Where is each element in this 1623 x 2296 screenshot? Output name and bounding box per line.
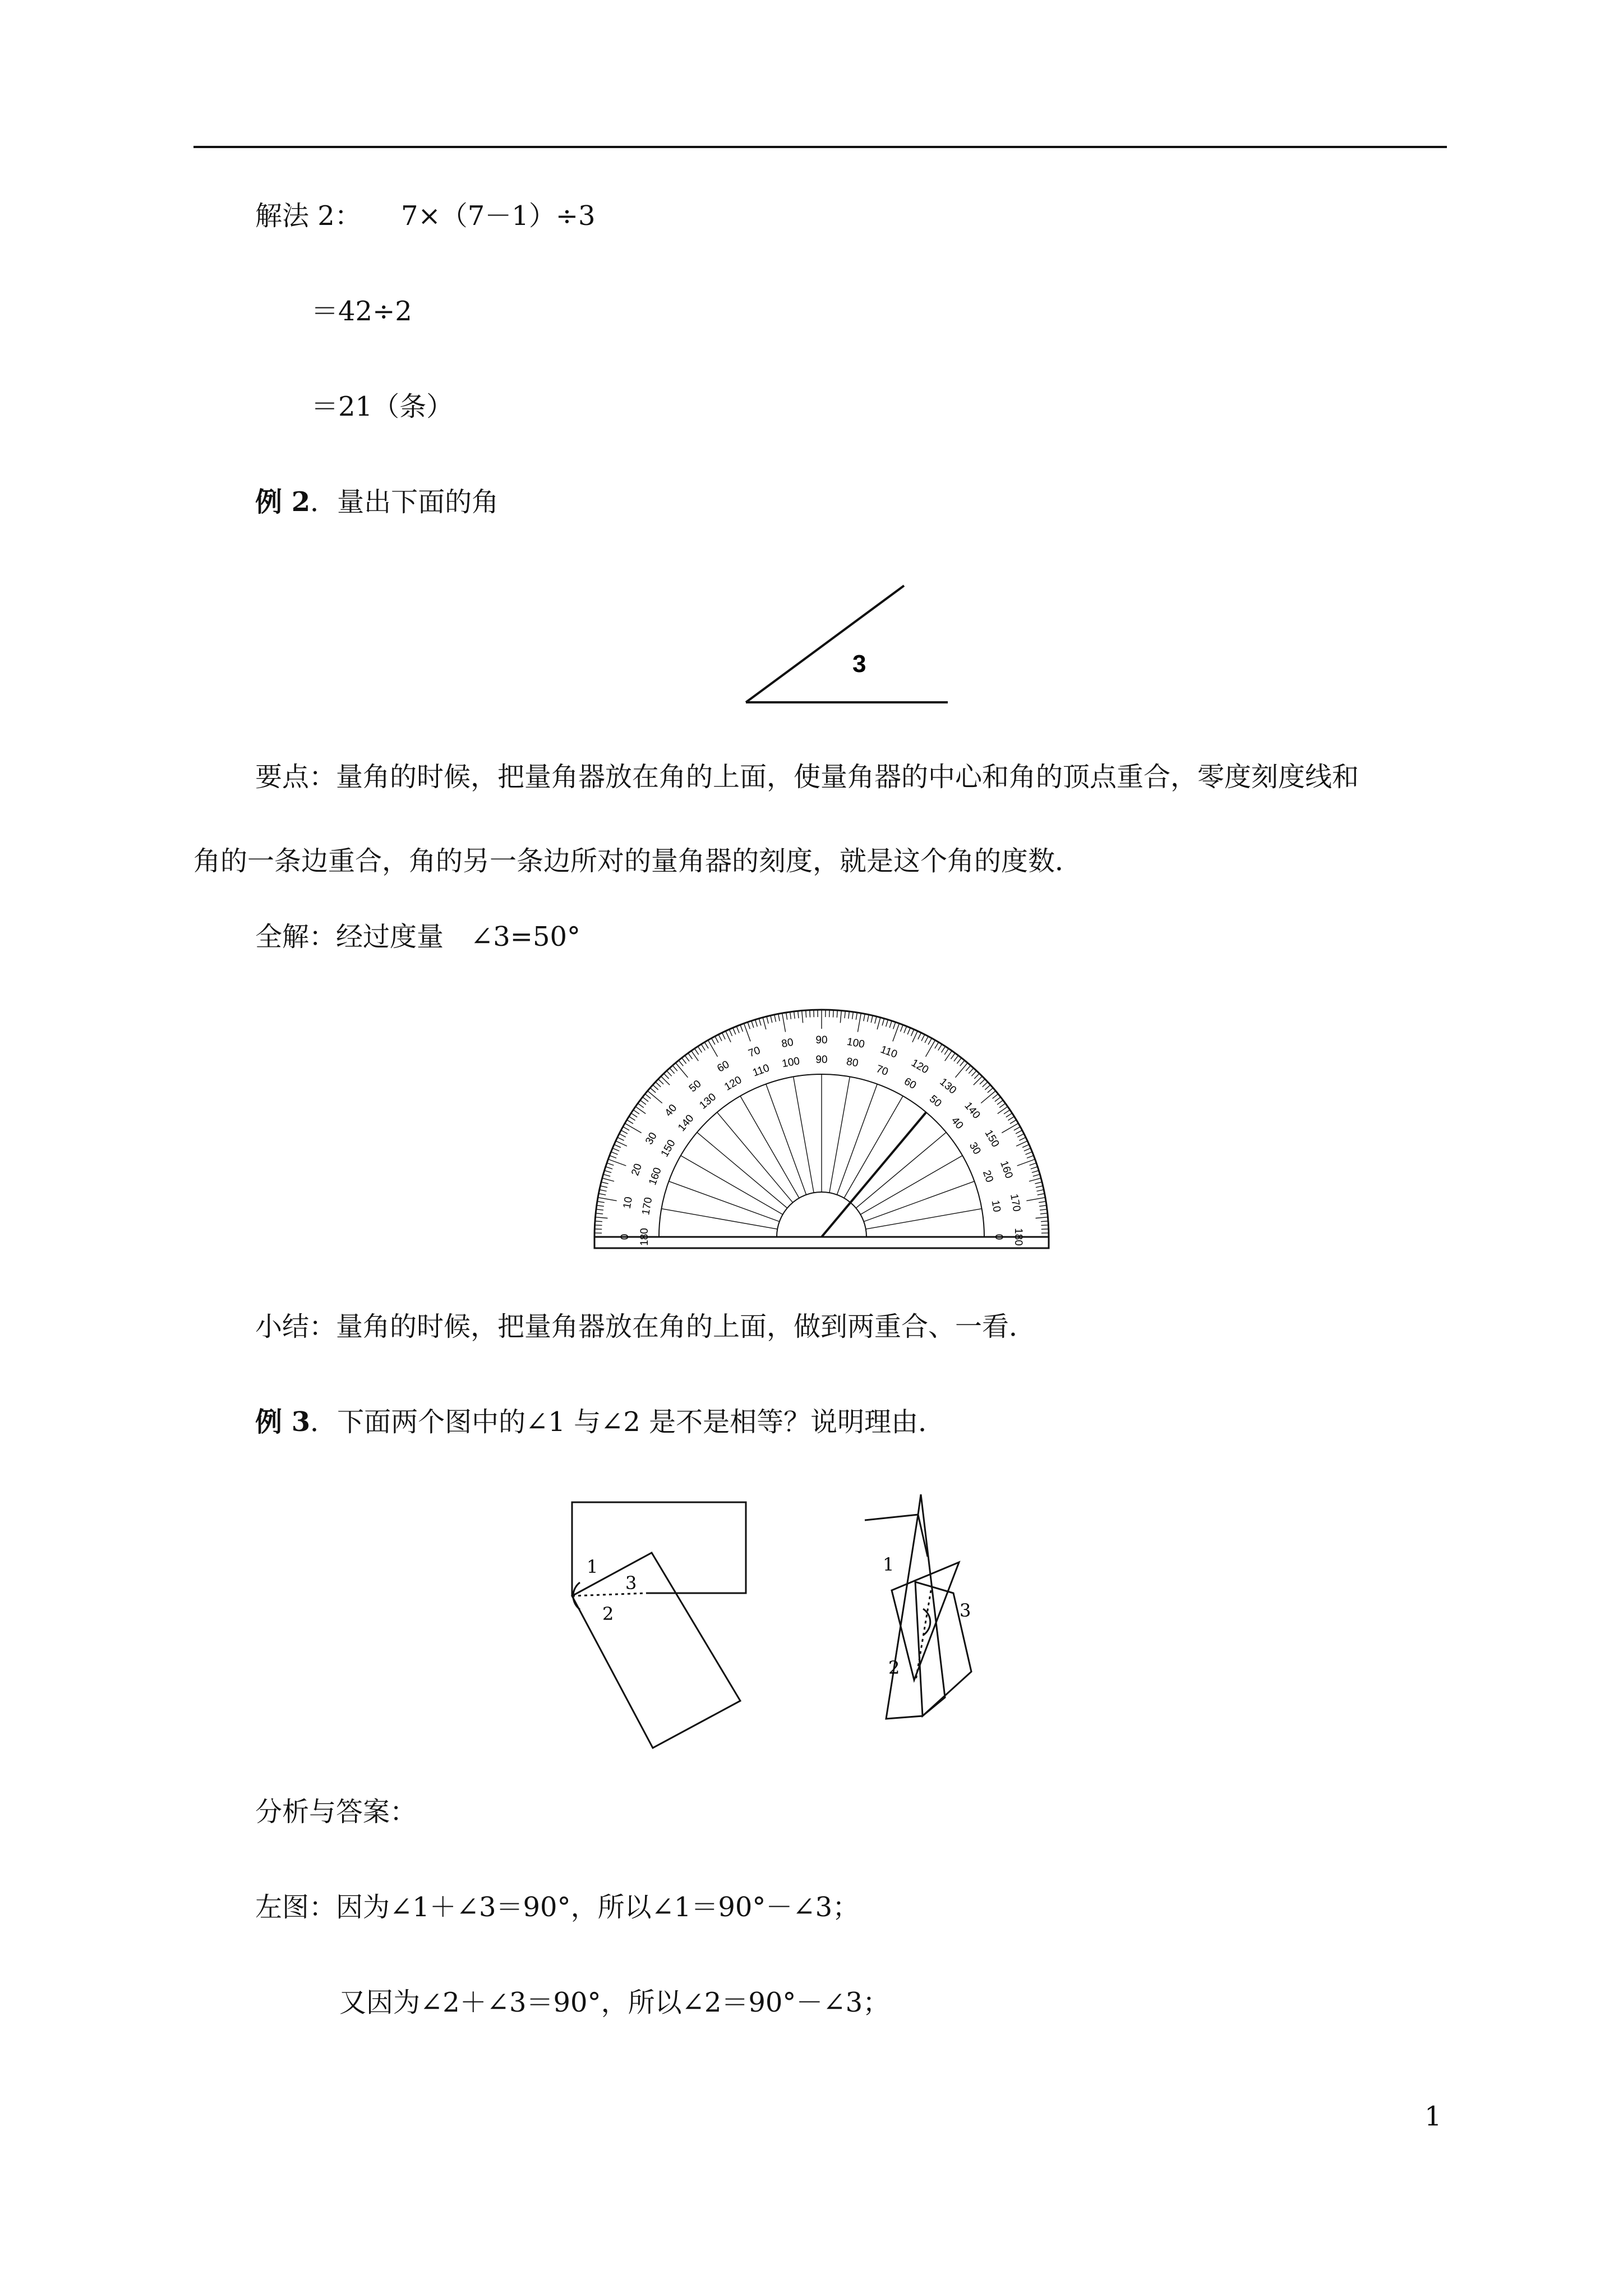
protractor-tick — [596, 1217, 608, 1218]
protractor-tick — [893, 1023, 900, 1041]
protractor-tick — [802, 1011, 803, 1023]
solution2-label: 解法 2： — [255, 200, 362, 232]
protractor-tick — [621, 1130, 627, 1134]
protractor-tick — [871, 1015, 873, 1023]
protractor-tick — [935, 1042, 939, 1048]
protractor-tick — [767, 1016, 768, 1024]
protractor-tick — [999, 1103, 1006, 1108]
protractor-tick — [600, 1186, 607, 1188]
left-figure-answer-line2: 又因为∠2＋∠3＝90°，所以∠2＝90°－∠3； — [339, 1987, 890, 2018]
protractor-tick — [1017, 1134, 1024, 1137]
protractor-tick — [960, 1060, 965, 1066]
protractor-tick — [1026, 1198, 1045, 1201]
protractor-tick — [682, 1058, 686, 1064]
protractor-radial-line — [866, 1209, 982, 1229]
protractor-tick — [911, 1029, 914, 1036]
protractor-tick — [672, 1065, 677, 1071]
protractor-tick — [729, 1029, 732, 1036]
protractor-tick — [941, 1046, 945, 1052]
protractor-outer-label: 60 — [715, 1059, 732, 1075]
protractor-tick — [597, 1205, 604, 1207]
protractor-inner-label: 50 — [926, 1093, 944, 1110]
protractor-tick — [1016, 1130, 1022, 1134]
protractor-tick — [755, 1020, 758, 1027]
protractor-tick — [1039, 1205, 1046, 1207]
protractor-inner-label: 180 — [639, 1228, 651, 1246]
protractor-tick — [1016, 1141, 1027, 1146]
protractor-inner-label: 60 — [902, 1075, 919, 1092]
protractor-radial-line — [829, 1076, 850, 1193]
protractor-tick — [601, 1182, 608, 1184]
right-rectangles-figure — [865, 1494, 971, 1719]
protractor-outer-label: 90 — [815, 1034, 828, 1047]
example3-label: 例 3 — [255, 1406, 311, 1438]
protractor-outer-label: 150 — [982, 1128, 1002, 1149]
protractor-tick — [1041, 1225, 1048, 1226]
protractor-tick — [856, 1013, 857, 1020]
example3-figures — [555, 1487, 1060, 1756]
protractor-tick — [875, 1016, 877, 1024]
protractor-tick — [774, 1015, 776, 1022]
protractor-tick — [925, 1036, 928, 1042]
protractor-tick — [1019, 1137, 1026, 1140]
page-number: 1 — [1424, 2101, 1442, 2132]
protractor-tick — [974, 1076, 983, 1085]
protractor-tick — [645, 1094, 651, 1098]
protractor-tick — [921, 1034, 925, 1041]
protractor-outer-label: 10 — [621, 1195, 635, 1210]
protractor-tick — [598, 1194, 606, 1195]
full-solution: 全解：经过度量 ∠3=50° — [255, 921, 581, 953]
protractor-tick — [988, 1088, 993, 1093]
protractor-tick — [798, 1011, 799, 1018]
protractor-tick — [685, 1056, 689, 1061]
protractor-tick — [701, 1045, 705, 1051]
protractor-tick — [997, 1100, 1003, 1105]
protractor-tick — [900, 1025, 903, 1032]
protractor-tick — [868, 1015, 869, 1022]
solution2-expression: 7×（7－1）÷3 — [401, 200, 596, 232]
protractor-inner-label: 170 — [640, 1196, 655, 1216]
protractor-tick — [608, 1159, 626, 1166]
protractor-tick — [698, 1046, 702, 1052]
protractor-tick — [1025, 1152, 1032, 1154]
protractor-tick — [596, 1209, 603, 1211]
protractor-tick — [759, 1019, 761, 1025]
protractor-tick — [653, 1085, 658, 1090]
protractor-tick — [712, 1038, 715, 1045]
protractor-tick — [907, 1028, 910, 1034]
protractor-tick — [782, 1013, 786, 1032]
protractor-tick — [704, 1042, 708, 1048]
protractor-tick — [857, 1013, 861, 1032]
protractor-tick — [904, 1026, 907, 1033]
protractor-tick — [971, 1071, 976, 1076]
protractor-tick — [889, 1021, 892, 1028]
angle-slant-ray — [746, 586, 904, 702]
protractor-tick — [926, 1040, 935, 1056]
right-label-1: 1 — [883, 1554, 895, 1575]
protractor-tick — [993, 1094, 998, 1098]
protractor-tick — [951, 1053, 955, 1059]
protractor-tick — [1036, 1186, 1043, 1188]
key-point-line2: 角的一条边重合，角的另一条边所对的量角器的刻度，就是这个角的度数． — [193, 845, 1082, 877]
solution2-step3: ＝21（条） — [311, 391, 454, 422]
right-angle-arc — [923, 1609, 930, 1635]
protractor-tick — [1040, 1213, 1048, 1214]
protractor-tick — [595, 1221, 602, 1222]
protractor-tick — [748, 1022, 750, 1029]
example2-heading — [255, 485, 499, 519]
protractor-tick — [877, 1018, 880, 1029]
protractor-tick — [944, 1048, 948, 1055]
protractor-tick — [918, 1033, 921, 1039]
protractor-tick — [718, 1034, 722, 1041]
protractor-tick — [708, 1040, 718, 1056]
protractor-tick — [736, 1026, 739, 1033]
protractor-tick — [955, 1063, 967, 1078]
protractor-tick — [980, 1079, 985, 1084]
header-rule — [193, 146, 1447, 148]
protractor-tick — [606, 1167, 612, 1169]
protractor-outer-label: 120 — [909, 1057, 931, 1076]
protractor-tick — [771, 1015, 772, 1023]
example3-text: ．下面两个图中的∠1 与∠2 是不是相等？说明理由． — [310, 1406, 946, 1438]
protractor-tick — [893, 1022, 896, 1029]
protractor-tick — [664, 1074, 669, 1079]
protractor-tick — [1017, 1159, 1035, 1166]
protractor-tick — [726, 1031, 731, 1042]
protractor-tick — [1038, 1194, 1045, 1195]
analysis-title: 分析与答案： — [255, 1796, 417, 1828]
protractor-tick — [912, 1031, 917, 1042]
protractor-radial-line — [844, 1096, 903, 1198]
protractor-tick — [670, 1068, 675, 1074]
left-label-2: 2 — [602, 1603, 614, 1625]
protractor-tick — [1031, 1167, 1038, 1169]
protractor-tick — [1010, 1120, 1016, 1124]
protractor-tick — [763, 1018, 766, 1029]
protractor-radial-line — [661, 1209, 777, 1229]
protractor-tick — [1035, 1182, 1042, 1184]
left-rectangles-figure — [572, 1502, 746, 1748]
solution2-step2: ＝42÷2 — [311, 296, 412, 327]
protractor-tick — [1029, 1178, 1041, 1181]
protractor-inner-label: 120 — [722, 1074, 744, 1093]
protractor-tick — [612, 1148, 619, 1151]
protractor-tick — [715, 1036, 718, 1042]
protractor-tick — [957, 1058, 961, 1064]
protractor-tick — [623, 1127, 629, 1130]
example3-heading — [255, 1405, 945, 1439]
left-figure-answer-line1: 左图：因为∠1＋∠3＝90°，所以∠1＝90°－∠3； — [255, 1892, 860, 1923]
protractor-tick — [1036, 1217, 1048, 1218]
protractor-tick — [648, 1091, 662, 1103]
protractor-tick — [966, 1065, 971, 1071]
protractor-tick — [954, 1056, 958, 1061]
protractor-tick — [638, 1103, 644, 1108]
protractor-tick — [598, 1198, 616, 1201]
protractor-tick — [1004, 1110, 1010, 1114]
protractor-tick — [985, 1085, 990, 1090]
protractor-tick — [794, 1011, 795, 1019]
left-label-1: 1 — [587, 1556, 598, 1577]
protractor-inner-label: 0 — [992, 1234, 1004, 1240]
protractor-inner-label: 30 — [966, 1140, 983, 1157]
protractor-outer-label: 110 — [879, 1043, 899, 1061]
right-label-3: 3 — [960, 1600, 971, 1621]
protractor-inner-label: 100 — [781, 1055, 801, 1070]
example2-text: ．量出下面的角 — [310, 486, 499, 518]
protractor-radial-line — [681, 1156, 783, 1214]
protractor-inner-label: 20 — [980, 1168, 995, 1184]
protractor-tick — [602, 1178, 614, 1181]
protractor-tick — [1032, 1171, 1039, 1173]
protractor-tick — [695, 1048, 699, 1055]
protractor-tick — [928, 1038, 932, 1045]
protractor-outer-label: 80 — [780, 1036, 795, 1051]
left-label-3: 3 — [625, 1572, 637, 1594]
protractor-tick — [1036, 1190, 1044, 1191]
example2-label: 例 2 — [255, 486, 311, 518]
protractor-tick — [740, 1025, 743, 1032]
protractor-tick — [1008, 1116, 1014, 1120]
protractor-tick — [1040, 1209, 1047, 1211]
protractor-tick — [600, 1190, 607, 1191]
protractor-tick — [1024, 1148, 1031, 1151]
protractor-tick — [1030, 1163, 1036, 1165]
protractor-radial-line — [794, 1076, 814, 1193]
protractor-tick — [938, 1045, 942, 1051]
protractor-tick — [1002, 1124, 1018, 1133]
protractor-tick — [627, 1120, 633, 1124]
protractor-outer-label: 160 — [998, 1159, 1015, 1180]
protractor-tick — [640, 1100, 646, 1105]
protractor-tick — [1033, 1174, 1040, 1176]
protractor-tick — [596, 1213, 603, 1214]
protractor-tick — [1041, 1221, 1048, 1222]
protractor-tick — [676, 1063, 688, 1078]
protractor-tick — [983, 1082, 988, 1087]
protractor-inner-label: 10 — [989, 1199, 1003, 1213]
protractor-tick — [605, 1171, 611, 1173]
protractor-outer-label: 30 — [643, 1130, 660, 1147]
protractor-tick — [643, 1097, 648, 1102]
protractor-tick — [679, 1060, 683, 1066]
protractor-tick — [617, 1137, 624, 1140]
protractor-inner-label: 40 — [948, 1115, 966, 1132]
protractor-outer-label: 40 — [662, 1102, 680, 1119]
protractor-tick — [1014, 1127, 1020, 1130]
protractor-outer-label: 50 — [686, 1078, 704, 1095]
protractor-base — [594, 1237, 1049, 1248]
protractor-tick — [688, 1053, 693, 1059]
protractor-tick — [1027, 1156, 1034, 1158]
protractor-tick — [667, 1071, 672, 1076]
protractor-inner-label: 70 — [874, 1063, 890, 1079]
protractor-tick — [603, 1174, 610, 1176]
protractor-inner-label: 150 — [658, 1138, 678, 1159]
protractor-outer-label: 170 — [1008, 1193, 1023, 1213]
protractor-outer-label: 70 — [746, 1045, 762, 1060]
protractor-radial-line — [860, 1156, 962, 1214]
protractor-tick — [631, 1113, 637, 1117]
protractor-tick — [611, 1152, 617, 1154]
right-back-rectangle-edges — [865, 1515, 928, 1557]
protractor-tick — [849, 1011, 850, 1019]
angle-3-figure — [740, 578, 953, 712]
protractor-tick — [744, 1023, 750, 1041]
protractor-tick — [610, 1156, 616, 1158]
protractor-tick — [607, 1163, 614, 1165]
protractor-tick — [995, 1097, 1000, 1102]
protractor-tick — [656, 1082, 661, 1087]
key-point-line1: 要点：量角的时候，把量角器放在角的上面，使量角器的中心和角的顶点重合，零度刻度线和 — [255, 761, 1359, 793]
protractor-inner-label: 140 — [676, 1112, 697, 1134]
protractor-tick — [629, 1116, 635, 1120]
protractor-tick — [733, 1028, 736, 1034]
protractor-tick — [597, 1202, 605, 1203]
protractor-tick — [1006, 1113, 1012, 1117]
protractor-figure — [589, 1004, 1054, 1257]
protractor-tick — [852, 1012, 854, 1019]
protractor-outer-label: 180 — [1012, 1228, 1024, 1246]
right-label-2: 2 — [888, 1657, 900, 1678]
angle-label: 3 — [852, 650, 866, 678]
protractor-outer-label: 20 — [629, 1162, 645, 1177]
protractor-tick — [751, 1021, 754, 1028]
protractor-tick — [633, 1110, 639, 1114]
protractor-tick — [614, 1144, 621, 1147]
protractor-inner-label: 110 — [751, 1062, 771, 1079]
left-rotated-rectangle — [572, 1553, 740, 1748]
protractor-tick — [722, 1033, 725, 1039]
protractor-radial-line — [740, 1096, 799, 1198]
protractor-tick — [790, 1012, 791, 1019]
protractor-inner-label: 160 — [647, 1166, 664, 1187]
protractor-outer-label: 100 — [846, 1036, 866, 1051]
protractor-inner-label: 80 — [845, 1056, 860, 1070]
protractor-outer-label: 140 — [962, 1099, 983, 1121]
protractor-tick — [969, 1068, 974, 1074]
protractor-tick — [616, 1141, 627, 1146]
protractor-tick — [595, 1225, 602, 1226]
protractor-tick — [1039, 1202, 1046, 1203]
protractor-tick — [786, 1013, 787, 1020]
protractor-tick — [778, 1014, 780, 1021]
protractor-inner-label: 90 — [815, 1054, 828, 1066]
protractor-tick — [619, 1134, 626, 1137]
protractor-tick — [625, 1124, 641, 1133]
protractor-tick — [882, 1019, 884, 1025]
protractor-tick — [658, 1079, 663, 1084]
summary: 小结：量角的时候，把量角器放在角的上面，做到两重合、一看． — [255, 1311, 1036, 1342]
protractor-tick — [974, 1074, 979, 1079]
protractor-inner-label: 130 — [697, 1091, 719, 1112]
protractor-tick — [840, 1011, 841, 1023]
protractor-tick — [1022, 1144, 1029, 1147]
protractor-tick — [886, 1020, 888, 1027]
protractor-tick — [981, 1091, 995, 1103]
protractor-tick — [650, 1088, 656, 1093]
protractor-tick — [661, 1076, 670, 1085]
protractor-outer-label: 0 — [619, 1234, 631, 1240]
protractor-tick — [833, 1010, 834, 1018]
protractor-tick — [864, 1014, 865, 1021]
protractor-outer-label: 130 — [937, 1076, 959, 1097]
